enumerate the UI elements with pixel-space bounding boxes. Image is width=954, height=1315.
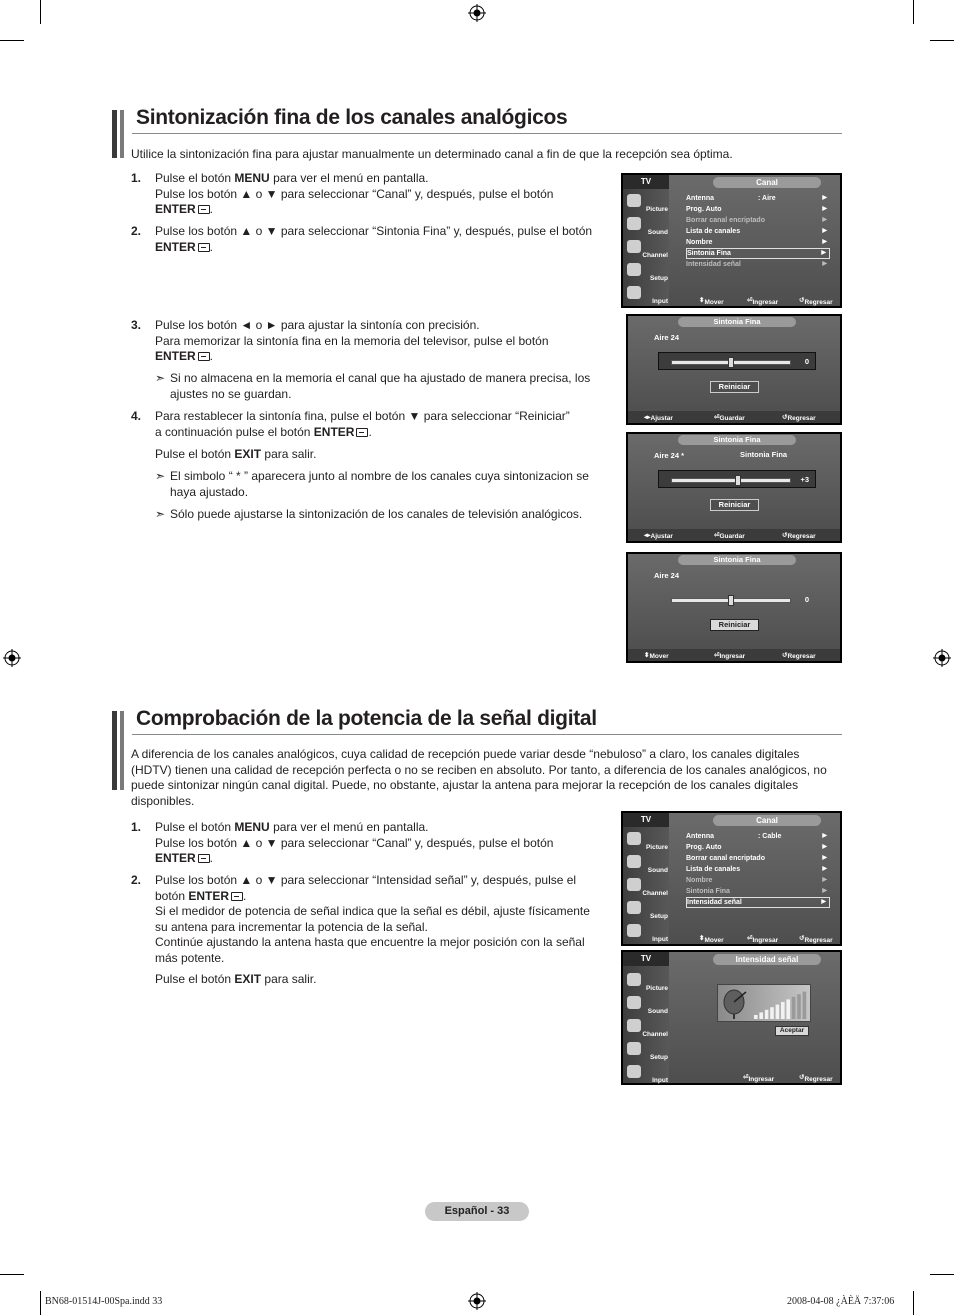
nav-sound[interactable]: Sound (625, 215, 669, 237)
menu-item[interactable]: Lista de canales ▶ (686, 228, 827, 235)
nav-setup[interactable]: Setup (625, 899, 669, 921)
sound-icon (627, 855, 641, 868)
nav-channel[interactable]: Channel (625, 876, 669, 898)
note-arrow-icon: ➣ (155, 469, 166, 483)
picture-icon (627, 973, 641, 986)
setup-icon (627, 901, 641, 914)
tv-label: TV (623, 813, 669, 827)
step-4: 4. Para restablecer la sintonía fina, pulse el botón ▼ para seleccionar “Reiniciar” a continuación pulse el botón ENTER . (131, 409, 570, 439)
enter-icon (231, 892, 243, 901)
nav-channel[interactable]: Channel (625, 238, 669, 260)
exit-text: Pulse el botón EXIT para salir. (155, 972, 317, 986)
step-2: 2. Pulse los botón ▲ o ▼ para seleccionar “Intensidad señal” y, después, pulse el botón ENTER . Si el medidor de potencia de señal indica que la señal es débil, ajuste físicamente su antena para incrementar la potencia de la señal. Continúe ajustando la antena hasta que encuentre la mejor posición con la señal más potente. (131, 873, 590, 965)
fine-tune-label: Sintonia Fina (740, 450, 788, 459)
signal-bar (759, 1012, 763, 1019)
nav-sound[interactable]: Sound (625, 853, 669, 875)
signal-bar (754, 1015, 758, 1019)
nav-channel[interactable]: Channel (625, 1017, 669, 1039)
crop-mark (930, 1274, 954, 1275)
fine-tune-tab: Sintonia Fina (678, 555, 796, 565)
crop-mark (0, 1274, 24, 1275)
setup-icon (627, 1042, 641, 1055)
menu-item[interactable]: Antenna : Cable ▶ (686, 833, 827, 840)
channel-icon (627, 240, 641, 253)
slider-knob[interactable] (735, 475, 741, 486)
fine-tune-screen (626, 314, 842, 425)
menu-item[interactable]: Lista de canales ▶ (686, 866, 827, 873)
slider-knob[interactable] (728, 357, 734, 368)
nav-picture[interactable]: Picture (625, 830, 669, 852)
accept-button[interactable]: Aceptar (775, 1026, 809, 1036)
step-2: 2. Pulse los botón ▲ o ▼ para seleccionar “Sintonia Fina” y, después, pulse el botón ENTER . (131, 224, 593, 254)
nav-picture[interactable]: Picture (625, 192, 669, 214)
tuning-slider[interactable]: 0 (658, 352, 816, 370)
nav-input[interactable]: Input (625, 284, 669, 306)
channel-label: Aire 24 * (654, 451, 685, 460)
signal-bar (765, 1010, 769, 1019)
reset-button[interactable]: Reiniciar (710, 619, 759, 631)
registration-mark-icon (468, 1292, 486, 1310)
nav-setup[interactable]: Setup (625, 1040, 669, 1062)
menu-item[interactable]: Nombre ▶ (686, 239, 827, 246)
menu-footer: ⬍ Mover ⏎ Ingresar ↺ Regresar (699, 297, 833, 306)
menu-item-selected[interactable]: Intensidad señal ▶ (686, 897, 830, 908)
signal-bar (803, 992, 807, 1019)
channel-label: Aire 24 (654, 571, 680, 580)
crop-mark (930, 40, 954, 41)
intro-text: Utilice la sintonización fina para ajustar manualmente un determinado canal a fin de que la recepción sea óptima. (131, 147, 733, 161)
step-1: 1. Pulse el botón MENU para ver el menú en pantalla. Pulse los botón ▲ o ▼ para seleccionar “Canal” y, después, pulse el botón ENTER . (131, 171, 554, 216)
signal-bars (754, 989, 810, 1019)
satellite-dish-icon (722, 988, 752, 1020)
menu-item[interactable]: Antenna : Aire ▶ (686, 195, 827, 202)
tv-label: TV (623, 175, 669, 189)
reset-button[interactable]: Reiniciar (710, 381, 759, 393)
signal-meter (717, 984, 811, 1022)
sound-icon (627, 996, 641, 1009)
sound-icon (627, 217, 641, 230)
crop-mark (40, 0, 41, 24)
step-1: 1. Pulse el botón MENU para ver el menú en pantalla. Pulse los botón ▲ o ▼ para seleccionar “Canal” y, después, pulse el botón ENTER . (131, 820, 554, 865)
tv-menu-screen (621, 173, 842, 308)
enter-icon (356, 428, 368, 437)
setup-icon (627, 263, 641, 276)
fine-tune-footer: ◂▸ Ajustar ⏎ Guardar ↺ Regresar (628, 411, 840, 423)
menu-item[interactable]: Nombre ▶ (686, 877, 827, 884)
menu-item[interactable]: Prog. Auto ▶ (686, 844, 827, 851)
menu-item[interactable]: Borrar canal encriptado ▶ (686, 855, 827, 862)
tv-menu-screen (621, 811, 842, 946)
reset-button[interactable]: Reiniciar (710, 499, 759, 511)
enter-icon (198, 205, 210, 214)
enter-icon (198, 243, 210, 252)
crop-mark (913, 0, 914, 24)
note: ➣ Sólo puede ajustarse la sintonización de los canales de televisión analógicos. (155, 507, 583, 521)
section-title: Sintonización fina de los canales analógicos (136, 106, 568, 129)
crop-mark (913, 1291, 914, 1315)
note-arrow-icon: ➣ (155, 507, 166, 521)
channel-icon (627, 1019, 641, 1032)
registration-mark-icon (933, 649, 951, 667)
channel-label: Aire 24 (654, 333, 680, 342)
signal-strength-screen (621, 950, 842, 1085)
signal-bar (797, 994, 801, 1019)
fine-tune-tab: Sintonia Fina (678, 317, 796, 327)
menu-tab: Canal (713, 177, 821, 188)
fine-tune-screen (626, 432, 842, 543)
signal-bar (770, 1007, 774, 1019)
nav-input[interactable]: Input (625, 1063, 669, 1085)
registration-mark-icon (3, 649, 21, 667)
menu-item[interactable]: Intensidad señal ▶ (686, 261, 827, 268)
enter-icon (198, 352, 210, 361)
signal-bar (792, 997, 796, 1019)
crop-mark (0, 40, 24, 41)
nav-picture[interactable]: Picture (625, 971, 669, 993)
fine-tune-tab: Sintonia Fina (678, 435, 796, 445)
picture-icon (627, 832, 641, 845)
menu-tab: Intensidad señal (713, 954, 821, 965)
channel-icon (627, 878, 641, 891)
print-slug-date: 2008-04-08 ¿ÀÈÄ 7:37:06 (787, 1296, 895, 1307)
note: ➣ Si no almacena en la memoria el canal que ha ajustado de manera precisa, los ajustes no se guardan. (155, 371, 591, 401)
enter-icon (198, 854, 210, 863)
print-slug-file: BN68-01514J-00Spa.indd 33 (45, 1296, 163, 1307)
menu-footer: ⬍ Mover ⏎ Ingresar ↺ Regresar (699, 935, 833, 944)
page-number: Español - 33 (425, 1202, 529, 1221)
menu-item[interactable]: Prog. Auto ▶ (686, 206, 827, 213)
exit-text: Pulse el botón EXIT para salir. (155, 447, 317, 461)
registration-mark-icon (468, 4, 486, 22)
intro-text: A diferencia de los canales analógicos, cuya calidad de recepción puede variar desde “nebuloso” a claro, los canales digitales (HDTV) tienen una calidad de recepción perfecta o no se reciben en absoluto. Por tanto, a diferencia de los canales analógicos, no puede sintonizar ningún canal digital. Puede, no obstante, ajustar la antena para mejorar la recepción de los canales digitales disponibles. (131, 747, 827, 808)
fine-tune-footer: ⬍ Mover ⏎ Ingresar ↺ Regresar (628, 649, 840, 661)
note-arrow-icon: ➣ (155, 371, 166, 385)
fine-tune-footer: ◂▸ Ajustar ⏎ Guardar ↺ Regresar (628, 529, 840, 541)
fine-tune-screen (626, 552, 842, 663)
tuning-slider[interactable]: 0 (658, 590, 816, 608)
slider-knob[interactable] (728, 595, 734, 606)
section-title: Comprobación de la potencia de la señal digital (136, 707, 597, 730)
menu-item[interactable]: Sintonia Fina ▶ (686, 888, 827, 895)
signal-bar (781, 1002, 785, 1019)
nav-input[interactable]: Input (625, 922, 669, 944)
signal-bar (776, 1005, 780, 1019)
signal-bar (786, 999, 790, 1019)
tv-label: TV (623, 952, 669, 966)
menu-tab: Canal (713, 815, 821, 826)
crop-mark (40, 1291, 41, 1315)
menu-item-selected[interactable]: Sintonia Fina ▶ (686, 248, 830, 259)
menu-footer: ⏎ Ingresar ↺ Regresar (743, 1074, 833, 1083)
picture-icon (627, 194, 641, 207)
menu-item[interactable]: Borrar canal encriptado ▶ (686, 217, 827, 224)
note: ➣ El simbolo “ * ” aparecera junto al nombre de los canales cuya sintonizacion se haya ajustado. (155, 469, 589, 499)
tuning-slider[interactable]: +3 (658, 470, 816, 488)
nav-setup[interactable]: Setup (625, 261, 669, 283)
step-3: 3. Pulse los botón ◄ o ► para ajustar la sintonía con precisión. Para memorizar la sintonía fina en la memoria del televisor, pulse el botón ENTER . (131, 318, 549, 363)
nav-sound[interactable]: Sound (625, 994, 669, 1016)
